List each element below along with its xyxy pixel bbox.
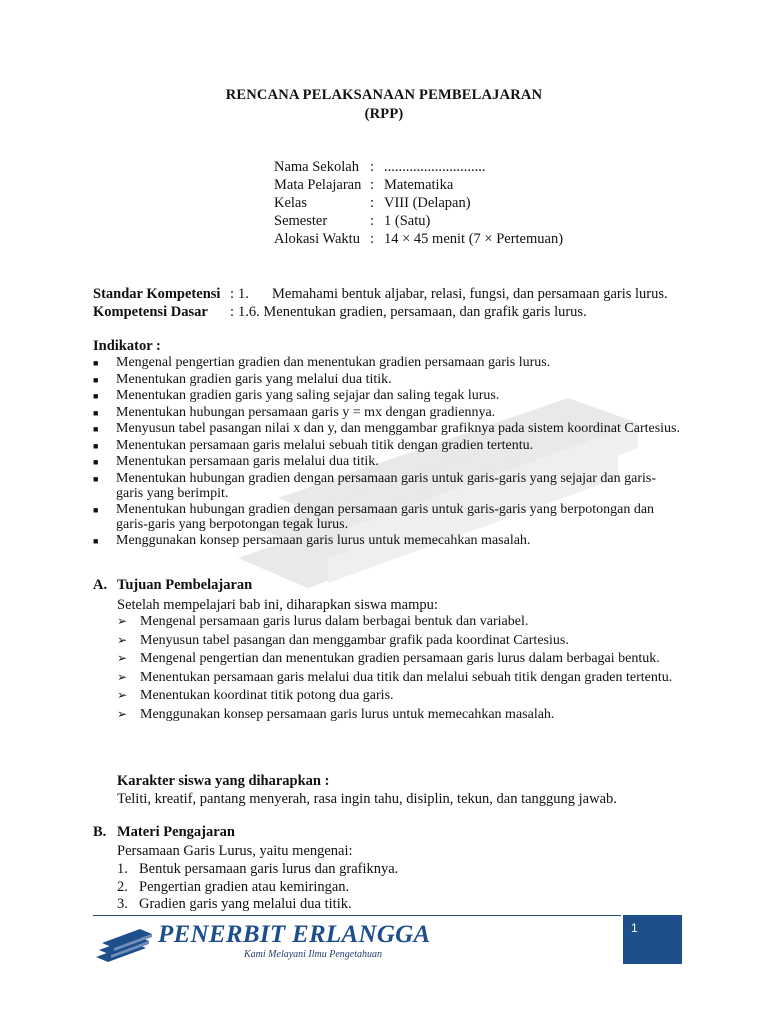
info-label: Kelas xyxy=(274,195,308,211)
info-colon: : xyxy=(370,195,375,211)
section-title: Materi Pengajaran xyxy=(117,824,235,840)
list-item: ■ Menyusun tabel pasangan nilai x dan y, dan menggambar grafiknya pada sistem koordinat Cartesius. xyxy=(93,421,680,436)
info-row-time xyxy=(274,231,563,249)
page-number: 1 xyxy=(631,921,638,935)
section-letter: B. xyxy=(93,824,107,840)
square-bullet-icon: ■ xyxy=(93,535,99,546)
list-item: ■ Mengenal pengertian gradien dan menentukan gradien persamaan garis lurus. xyxy=(93,355,551,370)
arrow-bullet-icon: ➢ xyxy=(117,614,128,628)
arrow-bullet-icon: ➢ xyxy=(117,651,128,665)
standar-number: 1. xyxy=(238,286,249,302)
list-item: ■ Menentukan gradien garis yang saling sejajar dan saling tegak lurus. xyxy=(93,388,500,403)
square-bullet-icon: ■ xyxy=(93,424,99,434)
footer-divider xyxy=(93,915,621,916)
list-item: 1. Bentuk persamaan garis lurus dan grafiknya. xyxy=(117,861,399,877)
section-a-heading xyxy=(93,577,252,594)
square-bullet-icon: ■ xyxy=(93,391,99,401)
list-item: ■ Menggunakan konsep persamaan garis lurus untuk memecahkan masalah. xyxy=(93,532,531,548)
square-bullet-icon: ■ xyxy=(93,358,99,368)
list-item: 3. Gradien garis yang melalui dua titik. xyxy=(117,896,352,912)
page-number-box xyxy=(623,915,682,964)
info-value: ............................ xyxy=(384,159,486,175)
info-value: VIII (Delapan) xyxy=(384,195,471,211)
kompetensi-dasar xyxy=(93,304,587,321)
info-label: Alokasi Waktu xyxy=(274,231,360,247)
list-item: ➢ Menentukan persamaan garis melalui dua titik dan melalui sebuah titik dengan graden tertentu. xyxy=(117,669,673,685)
materi-list xyxy=(117,861,398,914)
standar-text: Memahami bentuk aljabar, relasi, fungsi, dan persamaan garis lurus. xyxy=(272,286,668,302)
arrow-bullet-icon: ➢ xyxy=(117,706,128,721)
tujuan-list xyxy=(117,613,675,724)
publisher-name: PENERBIT ERLANGGA xyxy=(158,921,431,948)
info-row-subject xyxy=(274,177,563,195)
square-bullet-icon: ■ xyxy=(93,457,99,467)
section-b-intro: Persamaan Garis Lurus, yaitu mengenai: xyxy=(117,843,353,859)
school-info-block xyxy=(274,159,563,249)
list-item: ➢ Menentukan koordinat titik potong dua garis. xyxy=(117,688,394,703)
list-item: ➢ Menggunakan konsep persamaan garis lurus untuk memecahkan masalah. xyxy=(117,706,555,722)
kompetensi-label: Kompetensi Dasar xyxy=(93,304,208,320)
info-label: Semester xyxy=(274,213,328,229)
list-item: 2. Pengertian gradien atau kemiringan. xyxy=(117,878,350,895)
square-bullet-icon: ■ xyxy=(93,504,99,515)
section-b-heading xyxy=(93,824,235,841)
indikator-heading: Indikator : xyxy=(93,338,161,354)
info-value: Matematika xyxy=(384,177,454,193)
list-item: ■ Menentukan persamaan garis melalui sebuah titik dengan gradien tertentu. xyxy=(93,437,534,453)
info-row-class xyxy=(274,195,563,213)
arrow-bullet-icon: ➢ xyxy=(117,669,128,684)
karakter-heading: Karakter siswa yang diharapkan : xyxy=(117,773,330,789)
arrow-bullet-icon: ➢ xyxy=(117,688,128,702)
info-colon: : xyxy=(370,231,375,247)
indikator-list xyxy=(93,355,683,549)
publisher-tagline: Kami Melayani Ilmu Pengetahuan xyxy=(244,949,383,960)
info-colon: : xyxy=(370,159,375,175)
document-title: RENCANA PELAKSANAAN PEMBELAJARAN xyxy=(225,87,543,103)
list-item: ➢ Mengenal pengertian dan menentukan gradien persamaan garis lurus dalam berbagai bentuk. xyxy=(117,651,660,666)
list-item: ■ Menentukan hubungan gradien dengan persamaan garis untuk garis-garis yang sejajar dan garis-garis yang berimpit. xyxy=(93,470,656,501)
standar-label: Standar Kompetensi xyxy=(93,286,221,302)
kompetensi-colon: : xyxy=(230,304,235,320)
list-item: ■ Menentukan hubungan persamaan garis y = mx dengan gradiennya. xyxy=(93,404,496,420)
info-row-school xyxy=(274,159,563,177)
document-subtitle: (RPP) xyxy=(364,106,404,122)
list-item: ➢ Mengenal persamaan garis lurus dalam berbagai bentuk dan variabel. xyxy=(117,614,529,629)
list-item: ■ Menentukan gradien garis yang melalui dua titik. xyxy=(93,371,392,387)
info-value: 1 (Satu) xyxy=(384,213,431,229)
square-bullet-icon: ■ xyxy=(93,473,99,484)
info-label: Nama Sekolah xyxy=(274,159,359,175)
info-colon: : xyxy=(370,177,375,193)
kompetensi-text: 1.6. Menentukan gradien, persamaan, dan grafik garis lurus. xyxy=(238,304,587,320)
info-row-semester xyxy=(274,213,563,231)
info-value: 14 × 45 menit (7 × Pertemuan) xyxy=(384,231,564,247)
square-bullet-icon: ■ xyxy=(93,374,99,385)
karakter-text: Teliti, kreatif, pantang menyerah, rasa ingin tahu, disiplin, tekun, dan tanggung jawab. xyxy=(117,791,617,807)
books-logo-icon xyxy=(96,925,156,965)
square-bullet-icon: ■ xyxy=(93,407,99,418)
info-label: Mata Pelajaran xyxy=(274,177,362,193)
section-a-intro: Setelah mempelajari bab ini, diharapkan siswa mampu: xyxy=(117,597,438,613)
standar-colon: : xyxy=(230,286,235,302)
list-item: ➢ Menyusun tabel pasangan dan menggambar grafik pada koordinat Cartesius. xyxy=(117,632,569,648)
section-title: Tujuan Pembelajaran xyxy=(117,577,253,593)
list-item: ■ Menentukan persamaan garis melalui dua titik. xyxy=(93,454,379,469)
arrow-bullet-icon: ➢ xyxy=(117,632,128,647)
list-item: ■ Menentukan hubungan gradien dengan persamaan garis untuk garis-garis yang berpotongan dan garis-garis yang berpotongan tegak lurus. xyxy=(93,501,655,532)
standar-kompetensi xyxy=(93,286,668,303)
info-colon: : xyxy=(370,213,375,229)
square-bullet-icon: ■ xyxy=(93,440,99,451)
publisher-logo xyxy=(96,921,431,969)
section-letter: A. xyxy=(93,577,108,593)
